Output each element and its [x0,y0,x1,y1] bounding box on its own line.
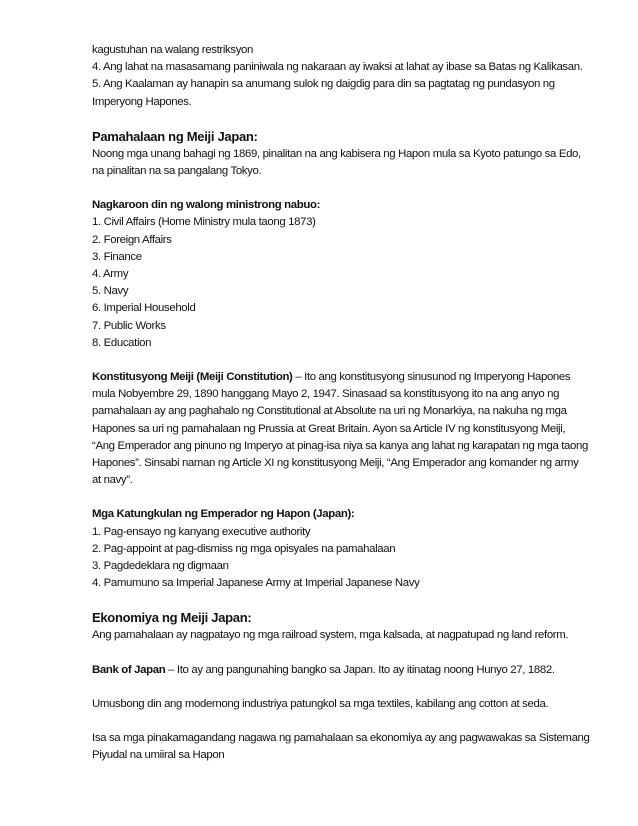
emperor-role-item: 3. Pagdedeklara ng digmaan [92,560,229,573]
constitution-line: Hapones sa uri ng pamahalaan ng Prussia at Great Britain. Ayon sa Article IV ng konstitusyong Meiji, [92,422,566,435]
government-line: Noong mga unang bahagi ng 1869, pinalitan na ang kabisera ng Hapon mula sa Kyoto patungo sa Edo, [92,147,581,160]
ministries-heading: Nagkaroon din ng walong ministrong nabuo: [92,199,321,212]
ministry-item: 2. Foreign Affairs [92,233,172,246]
ministry-item: 6. Imperial Household [92,302,196,315]
government-section [92,128,592,180]
government-heading: Pamahalaan ng Meiji Japan: [92,128,258,144]
economy-line: Ang pamahalaan ay nagpatayo ng mga railroad system, mga kalsada, at nagpatupad ng land reform. [92,629,569,642]
intro-line: 5. Ang Kaalaman ay hanapin sa anumang sulok ng daigdig para din sa pagtatag ng pundasyon ng [92,78,555,91]
ministry-item: 8. Education [92,336,152,349]
constitution-first-line [92,369,592,386]
constitution-first-line-rest: – Ito ang konstitusyong sinusunod ng Imperyong Hapones [292,371,571,384]
constitution-section [92,369,592,489]
emperor-role-item: 2. Pag-appoint at pag-dismiss ng mga opisyales na pamahalaan [92,542,396,555]
bank-line [92,662,592,679]
feudal-line: Isa sa mga pinakamagandang nagawa ng pamahalaan sa ekonomiya ay ang pagwawakas sa Sistemang [92,732,590,745]
document-page [92,42,592,765]
intro-line: Imperyong Hapones. [92,95,192,108]
constitution-line: “Ang Emperador ang pinuno ng Imperyo at pinag-isa niya sa kanya ang lahat ng karapatan ng mga taong [92,439,589,452]
emperor-roles-section [92,506,592,592]
emperor-roles-heading: Mga Katungkulan ng Emperador ng Hapon (Japan): [92,508,355,521]
economy-section [92,609,592,644]
emperor-role-item: 4. Pamumuno sa Imperial Japanese Army at Imperial Japanese Navy [92,577,420,590]
industry-line: Umusbong din ang modernong industriya patungkol sa mga textiles, kabilang ang cotton at seda. [92,697,549,710]
bank-term: Bank of Japan [92,663,166,676]
intro-line: 4. Ang lahat na masasamang paniniwala ng nakaraan ay iwaksi at lahat ay ibase sa Batas ng Kalikasan. [92,61,583,74]
feudal-line: Piyudal na umiiral sa Hapon [92,749,225,762]
intro-line: kagustuhan na walang restriksyon [92,44,254,56]
ministry-item: 4. Army [92,268,129,281]
industry-section [92,696,592,713]
ministry-item: 3. Finance [92,250,142,263]
ministry-item: 7. Public Works [92,319,166,332]
economy-heading: Ekonomiya ng Meiji Japan: [92,610,252,626]
bank-line-rest: – Ito ay ang pangunahing bangko sa Japan. Ito ay itinatag noong Hunyo 27, 1882. [165,663,555,676]
constitution-line: at navy”. [92,474,133,487]
government-line: na pinalitan na sa pangalang Tokyo. [92,165,262,178]
bank-section [92,662,592,679]
constitution-line: mula Nobyembre 29, 1890 hanggang Mayo 2, 1947. Sinasaad sa konstitusyong ito na ang anyo ng [92,388,560,401]
feudal-section [92,730,592,764]
ministry-item: 1. Civil Affairs (Home Ministry mula taong 1873) [92,216,316,229]
ministry-item: 5. Navy [92,285,129,298]
constitution-line: pamahalaan ay ang paghahalo ng Constitutional at Absolute na uri ng Monarkiya, na nakuha ng mga [92,405,567,418]
constitution-line: Hapones”. Sinsabi naman ng Article XI ng konstitusyong Meiji, “Ang Emperador ang komander ng army [92,457,579,470]
constitution-term: Konstitusyong Meiji (Meiji Constitution) [92,371,293,384]
intro-section [92,42,592,111]
emperor-role-item: 1. Pag-ensayo ng kanyang executive authority [92,525,311,538]
ministries-section [92,197,592,352]
